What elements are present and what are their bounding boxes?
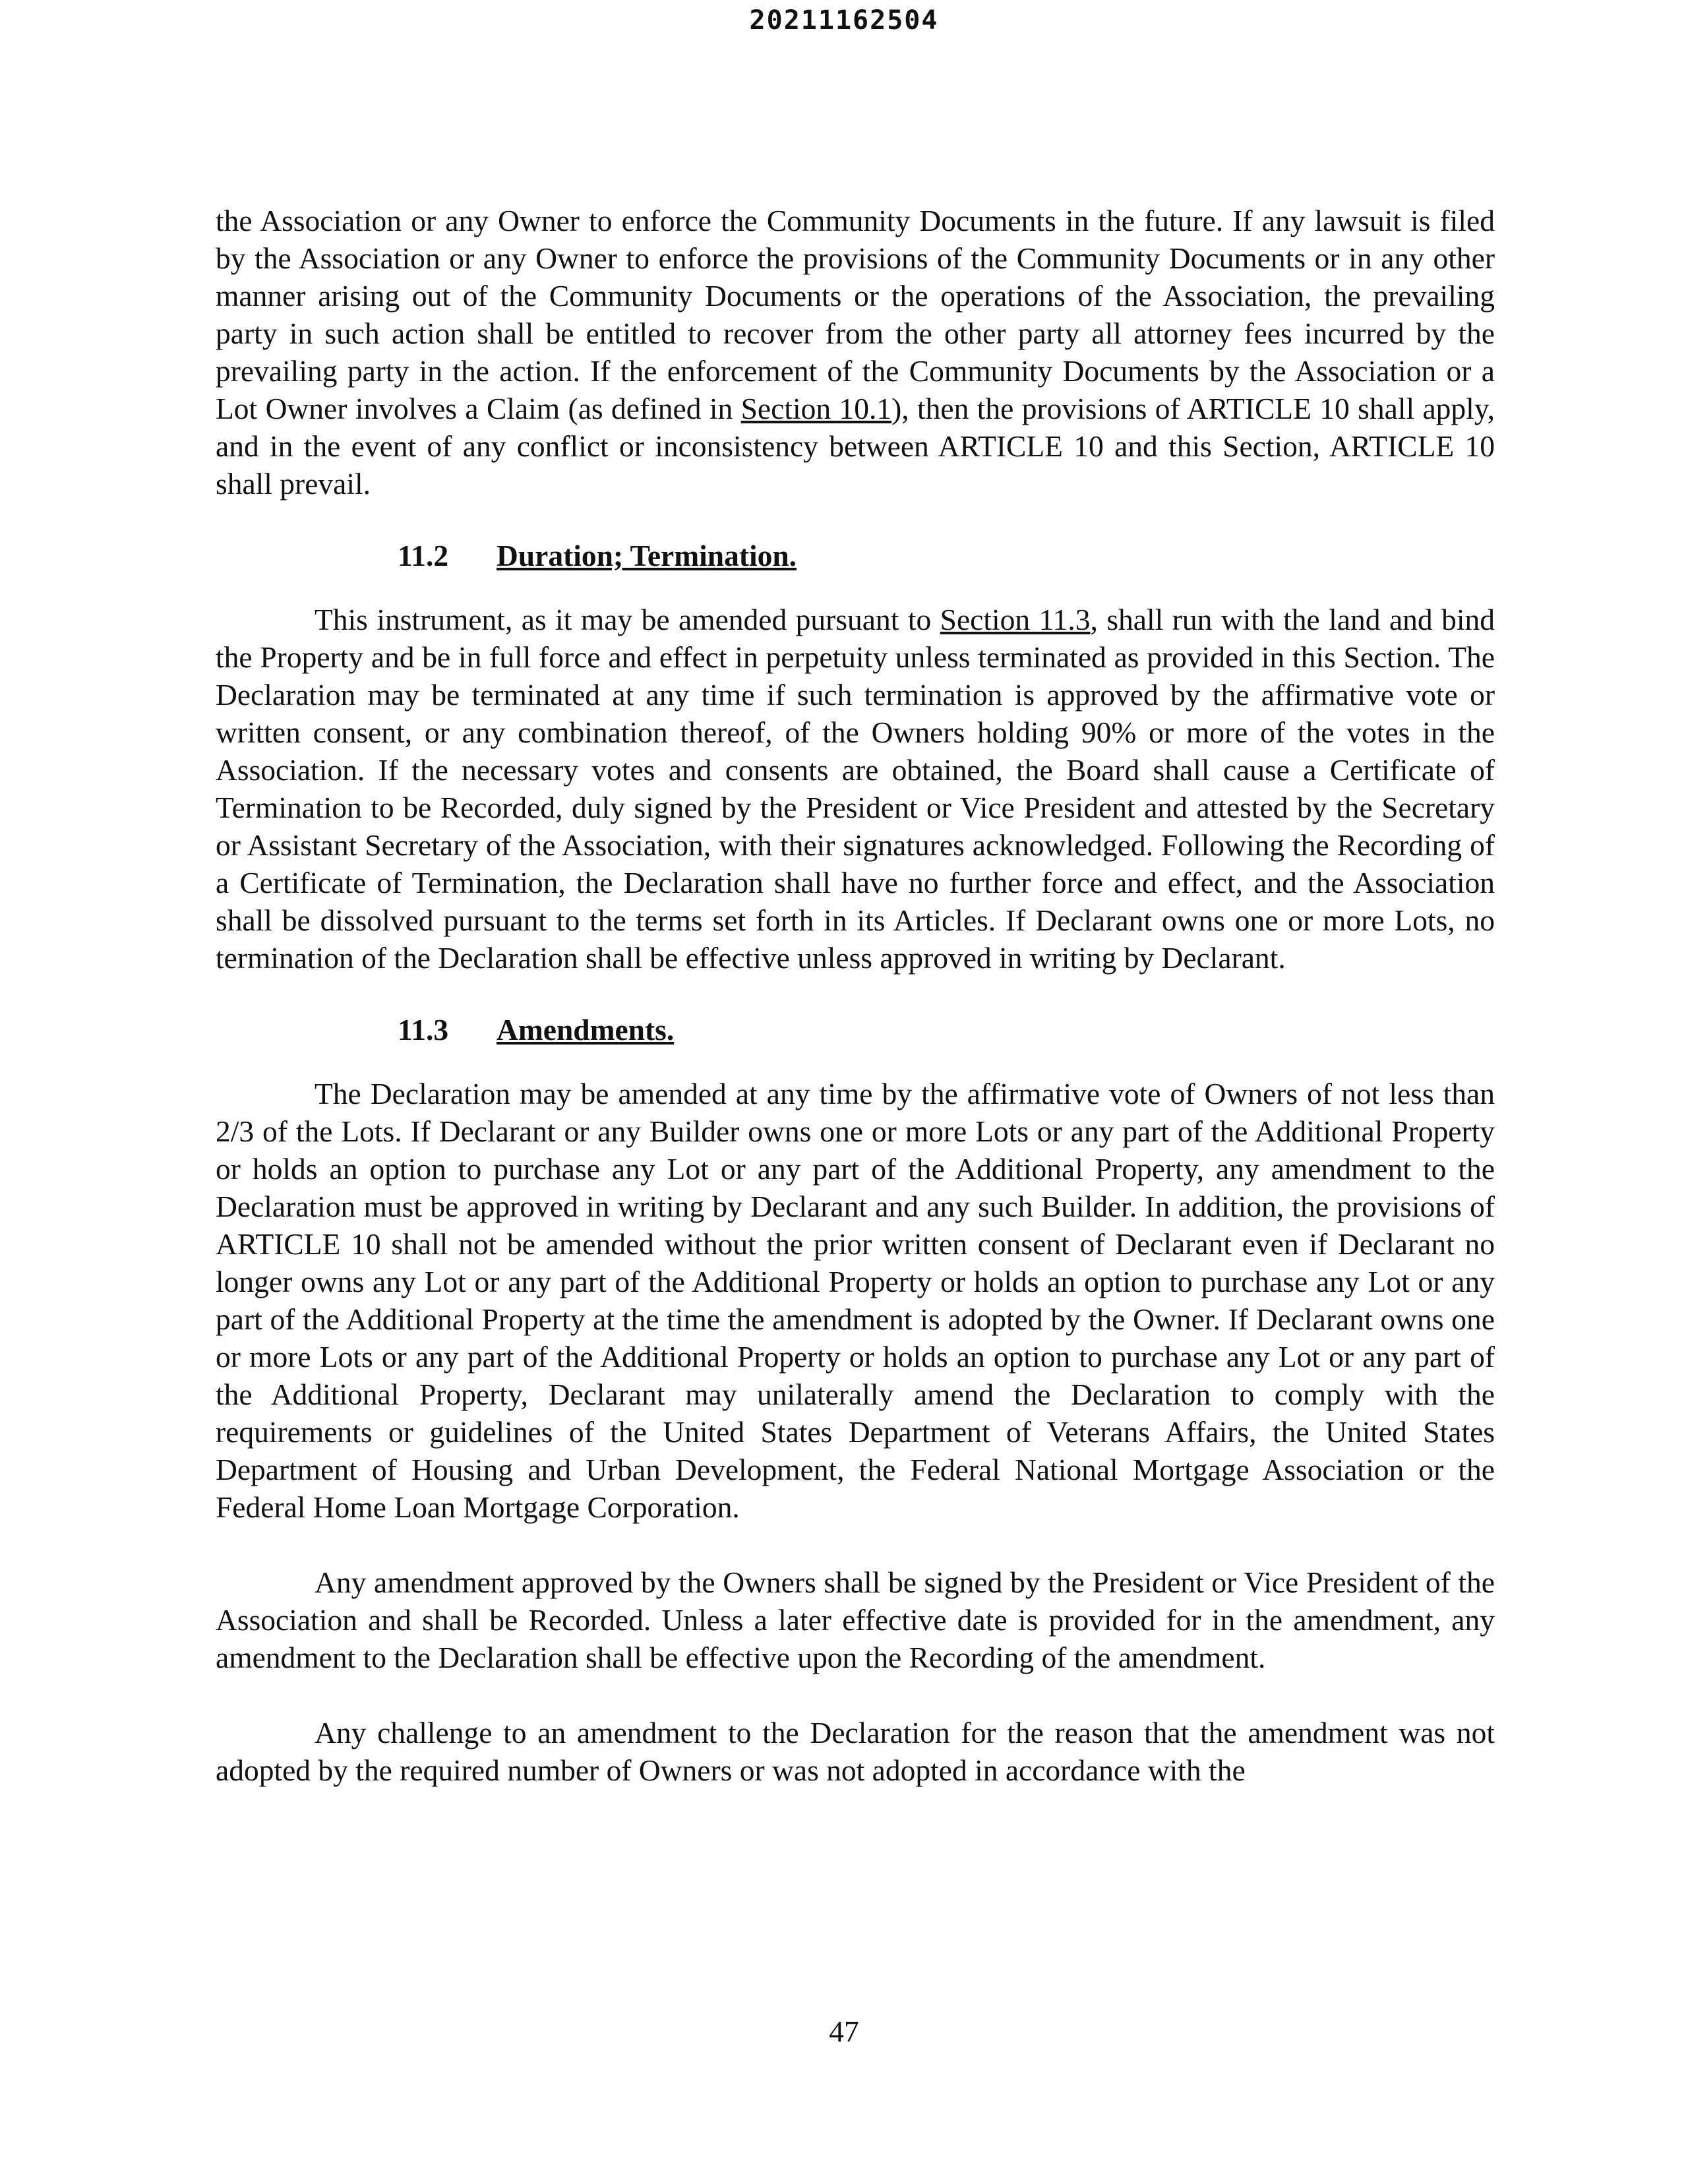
section-11-3-reference: Section 11.3 <box>940 603 1091 636</box>
page-number: 47 <box>829 2015 859 2048</box>
section-number: 11.3 <box>398 1013 449 1046</box>
paragraph-text: the Association or any Owner to enforce the Community Documents in the future. If any lawsuit is filed by the Association or any Owner to enforce the provisions of the Community Documents or in any other manner arising out of the Community Documents or the operations of the Association, the prevailing party in such action shall be entitled to recover from the other party all attorney fees incurred by the prevailing party in the action. If the enforcement of the Community Documents by the Association or a Lot Owner involves a Claim (as defined in <box>216 204 1495 425</box>
section-number: 11.2 <box>398 539 449 572</box>
section-11-3-paragraph-3: Any challenge to an amendment to the Declaration for the reason that the amendment was not adopted by the required number of Owners or was not adopted in accordance with the <box>216 1716 1495 1787</box>
section-10-1-reference: Section 10.1 <box>740 392 892 425</box>
section-11-3-paragraph-1: The Declaration may be amended at any time by the affirmative vote of Owners of not less than 2/3 of the Lots. If Declarant or any Builder owns one or more Lots or any part of the Additional Property or holds an option to purchase any Lot or any part of the Additional Property, any amendment to the Declaration must be approved in writing by Declarant and any such Builder. In addition, the provisions of ARTICLE 10 shall not be amended without the prior written consent of Declarant even if Declarant no longer owns any Lot or any part of the Additional Property or holds an option to purchase any Lot or any part of the Additional Property at the time the amendment is adopted by the Owner. If Declarant owns one or more Lots or any part of the Additional Property or holds an option to purchase any Lot or any part of the Additional Property, Declarant may unilaterally amend the Declaration to comply with the requirements or guidelines of the United States Department of Veterans Affairs, the United States Department of Housing and Urban Development, the Federal National Mortgage Association or the Federal Home Loan Mortgage Corporation. <box>216 1077 1495 1524</box>
section-title: Duration; Termination. <box>497 539 797 572</box>
page-body <box>216 202 1495 1789</box>
section-11-2-heading <box>216 537 1495 574</box>
section-11-2-paragraph <box>216 601 1495 977</box>
section-11-3-heading <box>216 1011 1495 1048</box>
document-number: 20211162504 <box>749 5 939 36</box>
section-11-3-paragraph-2: Any amendment approved by the Owners shall be signed by the President or Vice President of the Association and shall be Recorded. Unless a later effective date is provided for in the amendment, any amendment to the Declaration shall be effective upon the Recording of the amendment. <box>216 1565 1495 1674</box>
paragraph-text: , shall run with the land and bind the Property and be in full force and effect in perpetuity unless terminated as provided in this Section. The Declaration may be terminated at any time if such termination is approved by the affirmative vote or written consent, or any combination thereof, of the Owners holding 90% or more of the votes in the Association. If the necessary votes and consents are obtained, the Board shall cause a Certificate of Termination to be Recorded, duly signed by the President or Vice President and attested by the Secretary or Assistant Secretary of the Association, with their signatures acknowledged. Following the Recording of a Certificate of Termination, the Declaration shall have no further force and effect, and the Association shall be dissolved pursuant to the terms set forth in its Articles. If Declarant owns one or more Lots, no termination of the Declaration shall be effective unless approved in writing by Declarant. <box>216 603 1495 975</box>
paragraph-text: This instrument, as it may be amended pursuant to <box>315 603 940 636</box>
paragraph-text: ), then the provisions of ARTICLE 10 shall apply, and in the event of any conflict or inconsistency between ARTICLE 10 and this Section, ARTICLE 10 shall prevail. <box>216 392 1495 501</box>
section-title: Amendments. <box>497 1013 675 1046</box>
section-11-1-continuation <box>216 202 1495 502</box>
